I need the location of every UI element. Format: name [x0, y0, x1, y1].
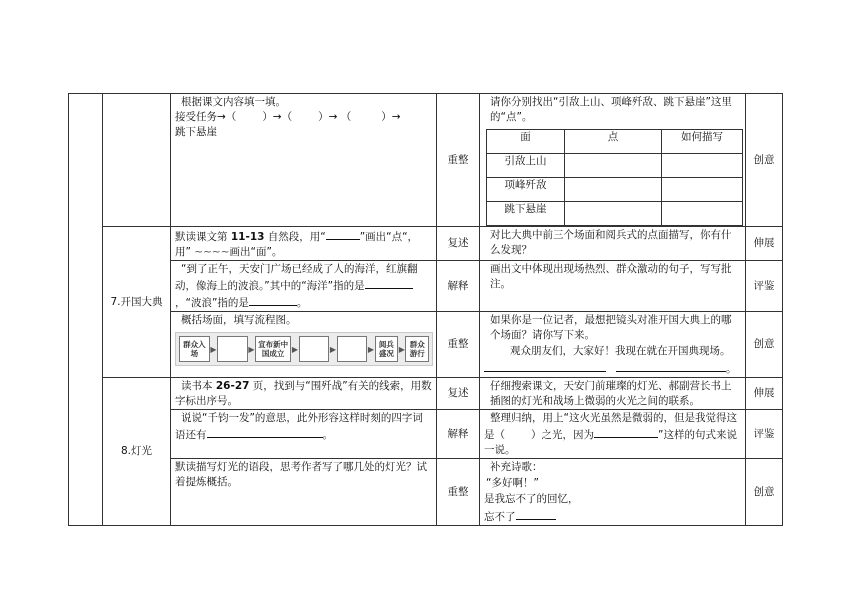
task-cell — [171, 459, 437, 526]
extension-text: 观众朋友们，大家好！我现在就在开国典现场。 — [510, 345, 731, 357]
extension-cell: 如果你是一位记者，最想把镜头对准开国大典上的哪个场面？请你写下来。 观众朋友们，大家好！我现在就在开国典现场。 。 — [480, 312, 746, 378]
level-cell: 评鉴 — [746, 261, 783, 312]
type-cell: 解释 — [437, 261, 480, 312]
extension-text: 忘不了 — [484, 511, 516, 523]
type-cell: 解释 — [437, 410, 480, 459]
type-cell: 复述 — [437, 378, 480, 410]
table-row — [69, 410, 783, 459]
section-title-8: 8.灯光 — [103, 378, 171, 526]
flow-box: 群众游行 — [405, 336, 429, 362]
task-text: ，“波浪”指的是 — [175, 297, 249, 309]
sub-answer-cell[interactable] — [662, 178, 743, 202]
arrow-right-icon: ▶ — [248, 344, 255, 354]
level-cell: 创意 — [746, 459, 783, 526]
table-row — [69, 94, 783, 227]
sub-row-label: 跳下悬崖 — [487, 202, 565, 226]
task-text: 自然段，用“ — [267, 231, 326, 243]
type-cell: 重整 — [437, 94, 480, 227]
level-cell: 伸展 — [746, 227, 783, 261]
sub-answer-cell[interactable] — [565, 178, 662, 202]
task-text: 跳下悬崖 — [175, 126, 217, 138]
level-cell: 评鉴 — [746, 410, 783, 459]
extension-text: ”这样的句式来说一说。 — [484, 429, 737, 456]
flow-chart — [175, 332, 433, 366]
extension-text: 请你分别找出“引敌上山、项峰歼敌、跳下悬崖”这里的“点”。 — [490, 96, 732, 123]
flow-box: 群众入场 — [179, 336, 210, 362]
task-text: 读书本 — [181, 380, 213, 392]
section-cell-continued — [103, 94, 171, 227]
extension-cell — [480, 227, 746, 261]
extension-text: 画出文中体现出现场热烈、群众激动的句子，写写批注。 — [490, 263, 732, 290]
sub-header: 面 — [487, 130, 565, 154]
blank-line[interactable] — [326, 228, 360, 240]
table-row — [69, 261, 783, 312]
extension-text: 补充诗歌： — [490, 461, 543, 473]
sub-row-label: 引敌上山 — [487, 154, 565, 178]
level-cell: 伸展 — [746, 378, 783, 410]
blank-line[interactable] — [516, 508, 556, 520]
blank-line[interactable] — [616, 360, 726, 372]
task-text: ”画出“点“，用” — [175, 231, 419, 258]
task-text: 默读描写灯光的语段，思考作者写了哪几处的灯光？试着提炼概括。 — [175, 461, 427, 488]
sub-answer-cell[interactable] — [565, 202, 662, 226]
sub-answer-cell[interactable] — [565, 154, 662, 178]
flow-box[interactable] — [337, 336, 368, 362]
extension-cell — [480, 410, 746, 459]
task-cell — [171, 312, 437, 378]
task-text: 接受任务→（ — [175, 111, 237, 123]
sub-header: 点 — [565, 130, 662, 154]
table-row — [69, 459, 783, 526]
type-cell: 复述 — [437, 227, 480, 261]
arrow-right-icon: ▶ — [398, 344, 405, 354]
table-row — [69, 378, 783, 410]
arrow-right-icon: ▶ — [329, 344, 336, 354]
extension-text: 如果你是一位记者，最想把镜头对准开国大典上的哪个场面？请你写下来。 — [490, 314, 732, 341]
task-text: ）→（ — [262, 111, 293, 123]
task-text: 画出“面”。 — [229, 246, 283, 258]
flow-box[interactable] — [217, 336, 248, 362]
extension-cell — [480, 378, 746, 410]
table-row — [69, 227, 783, 261]
sub-row-label: 项峰歼敌 — [487, 178, 565, 202]
task-text: 概括场面，填写流程图。 — [181, 314, 297, 326]
extension-text: 仔细搜索课文，天安门前璀璨的灯光、郝副营长书上插图的灯光和战场上微弱的火光之间的联系。 — [490, 380, 732, 407]
wavy-mark: ~~~~ — [194, 246, 230, 258]
flow-box: 阅兵盛况 — [375, 336, 399, 362]
point-surface-subtable — [486, 129, 743, 226]
task-text: 默读课文第 — [175, 231, 228, 243]
type-cell: 重整 — [437, 312, 480, 378]
blank-first-column — [69, 94, 103, 526]
extension-text: 整理归纳，用上“这火光虽然是微弱的，但是我觉得这是（ — [484, 412, 737, 441]
blank-line[interactable] — [365, 277, 413, 289]
task-text: 页，找到与“围歼战”有关的线索，用数字标出序号。 — [175, 380, 432, 407]
extension-text: “多好啊！” — [486, 477, 539, 489]
sub-answer-cell[interactable] — [662, 154, 743, 178]
task-text: 说说“千钧一发”的意思，此外形容这样时刻的四字词语还有 — [175, 412, 423, 441]
level-cell: 创意 — [746, 312, 783, 378]
task-cell — [171, 94, 437, 227]
flow-box: 宣布新中国成立 — [255, 336, 291, 362]
task-text: “到了正午，天安门广场已经成了人的海洋，红旗翻动，像海上的波浪。”其中的“海洋”指的是 — [175, 263, 418, 292]
lesson-plan-table — [68, 93, 783, 526]
arrow-right-icon: ▶ — [210, 344, 217, 354]
section-title-7: 7.开国大典 — [103, 227, 171, 378]
extension-cell — [480, 261, 746, 312]
task-text: 26-27 — [215, 380, 250, 392]
extension-text: 是我忘不了的回忆， — [484, 493, 579, 505]
task-cell — [171, 261, 437, 312]
level-cell: 创意 — [746, 94, 783, 227]
extension-cell — [480, 459, 746, 526]
table-row — [69, 312, 783, 378]
task-text: ）→ （ — [318, 111, 352, 123]
extension-text: 对比大典中前三个场面和阅兵式的点面描写，你有什么发现？ — [490, 229, 732, 256]
sub-header: 如何描写 — [662, 130, 743, 154]
blank-line[interactable] — [484, 360, 606, 372]
extension-cell — [480, 94, 746, 227]
task-text: ）→ — [381, 111, 401, 123]
task-cell — [171, 227, 437, 261]
task-cell — [171, 378, 437, 410]
blank-line[interactable] — [594, 426, 658, 438]
arrow-right-icon: ▶ — [367, 344, 375, 354]
task-text: 。 — [296, 297, 308, 309]
flow-box[interactable] — [299, 336, 330, 362]
sub-answer-cell[interactable] — [662, 202, 743, 226]
type-cell: 重整 — [437, 459, 480, 526]
extension-text: ）之光，因为 — [531, 429, 594, 441]
blank-line[interactable] — [207, 426, 323, 438]
task-cell: 说说“千钧一发”的意思，此外形容这样时刻的四字词语还有 。 — [171, 410, 437, 459]
arrow-right-icon: ▶ — [291, 344, 298, 354]
task-text: 11-13 — [230, 231, 265, 243]
task-text: 根据课文内容填一填。 — [181, 96, 286, 108]
blank-line[interactable] — [249, 294, 297, 306]
